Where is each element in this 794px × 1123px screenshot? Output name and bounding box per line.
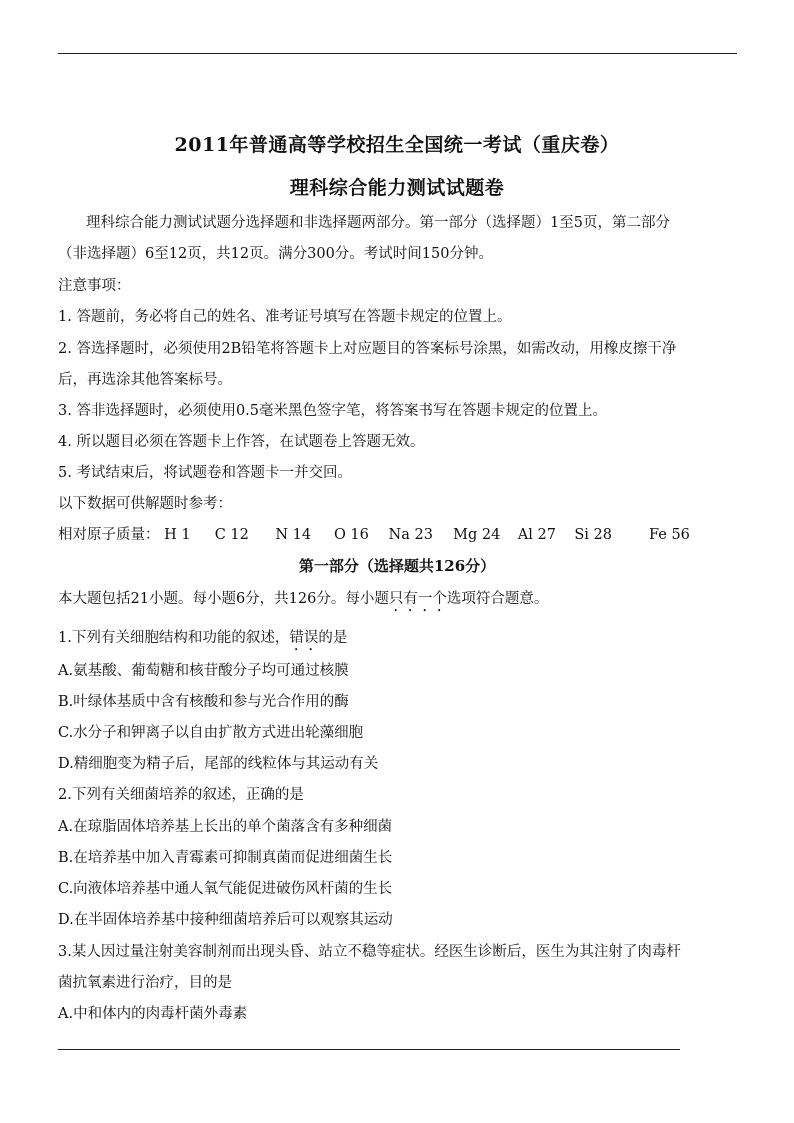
part1-instruction-post: 选项符合题意。 (446, 591, 549, 607)
atomic-mass: O 16 (333, 527, 369, 543)
atomic-mass: C 12 (214, 527, 249, 543)
note-item-2-line-2: 后，再选涂其他答案标号。 (58, 372, 232, 388)
footer-rule (58, 1049, 680, 1050)
note-item-5: 5. 考试结束后，将试题卷和答题卡一并交回。 (58, 465, 352, 481)
question-2-stem: 2.下列有关细菌培养的叙述，正确的是 (58, 787, 304, 803)
intro-line-2: （非选择题）6至12页，共12页。满分300分。考试时间150分钟。 (58, 246, 493, 262)
note-item-4: 4. 所以题目必须在答题卡上作答，在试题卷上答题无效。 (58, 434, 425, 450)
atomic-mass: N 14 (275, 527, 312, 543)
atomic-masses (58, 523, 690, 544)
note-item-3: 3. 答非选择题时，必须使用0.5毫米黑色签字笔，将答案书写在答题卡规定的位置上。 (58, 403, 608, 419)
exam-subtitle: 理科综合能力测试试题卷 (289, 177, 505, 199)
atomic-mass: Fe 56 (648, 527, 690, 543)
question-2-option-b: B.在培养基中加入青霉素可抑制真菌而促进细菌生长 (58, 850, 393, 866)
question-1-stem-post: 的是 (318, 630, 348, 646)
part1-instruction-pre: 本大题包括21小题。每小题6分，共126分。每小题 (58, 591, 389, 607)
part1-instruction (58, 587, 548, 615)
header-rule (58, 53, 737, 54)
atomic-mass: H 1 (164, 527, 191, 543)
part1-heading: 第一部分（选择题共126分） (298, 557, 496, 575)
note-item-2-line-1: 2. 答选择题时，必须使用2B铅笔将答题卡上对应题目的答案标号涂黑，如需改动，用橡皮擦干净 (58, 341, 677, 357)
atomic-masses-label: 相对原子质量： (58, 527, 160, 543)
reference-heading: 以下数据可供解题时参考： (58, 496, 232, 512)
atomic-mass: Na 23 (388, 527, 433, 543)
question-1-option-c: C.水分子和钾离子以自由扩散方式进出轮藻细胞 (58, 725, 364, 741)
question-1-stem-pre: 1.下列有关细胞结构和功能的叙述， (58, 630, 290, 646)
atomic-mass: Si 28 (574, 527, 613, 543)
question-3-stem-line-1: 3.某人因过量注射美容制剂而出现头昏、站立不稳等症状。经医生诊断后，医生为其注射了肉毒杆 (58, 944, 681, 960)
question-2-option-a: A.在琼脂固体培养基上长出的单个菌落含有多种细菌 (58, 819, 393, 835)
atomic-mass: Al 27 (517, 527, 556, 543)
question-2-option-d: D.在半固体培养基中接种细菌培养后可以观察其运动 (58, 912, 393, 928)
question-1-option-b: B.叶绿体基质中含有核酸和参与光合作用的酶 (58, 694, 349, 710)
notes-heading: 注意事项： (58, 278, 131, 294)
question-3-option-a: A.中和体内的肉毒杆菌外毒素 (58, 1006, 248, 1022)
question-1-option-d: D.精细胞变为精子后，尾部的线粒体与其运动有关 (58, 756, 379, 772)
question-1-stem-emphasis: 错误 (289, 630, 319, 646)
note-item-1: 1. 答题前，务必将自己的姓名、准考证号填写在答题卡规定的位置上。 (58, 309, 512, 325)
question-1-option-a: A.氨基酸、葡萄糖和核苷酸分子均可通过核膜 (58, 663, 349, 679)
question-3-stem-line-2: 菌抗氧素进行治疗，目的是 (58, 975, 232, 991)
atomic-mass: Mg 24 (453, 527, 501, 543)
exam-title: 2011年普通高等学校招生全国统一考试（重庆卷） (174, 134, 620, 156)
question-1-stem (58, 626, 347, 654)
question-2-option-c: C.向液体培养基中通人氧气能促进破伤风杆菌的生长 (58, 881, 393, 897)
intro-line-1: 理科综合能力测试试题分选择题和非选择题两部分。第一部分（选择题）1至5页，第二部分 (86, 215, 670, 231)
part1-instruction-emphasis: 只有一个 (388, 591, 447, 607)
